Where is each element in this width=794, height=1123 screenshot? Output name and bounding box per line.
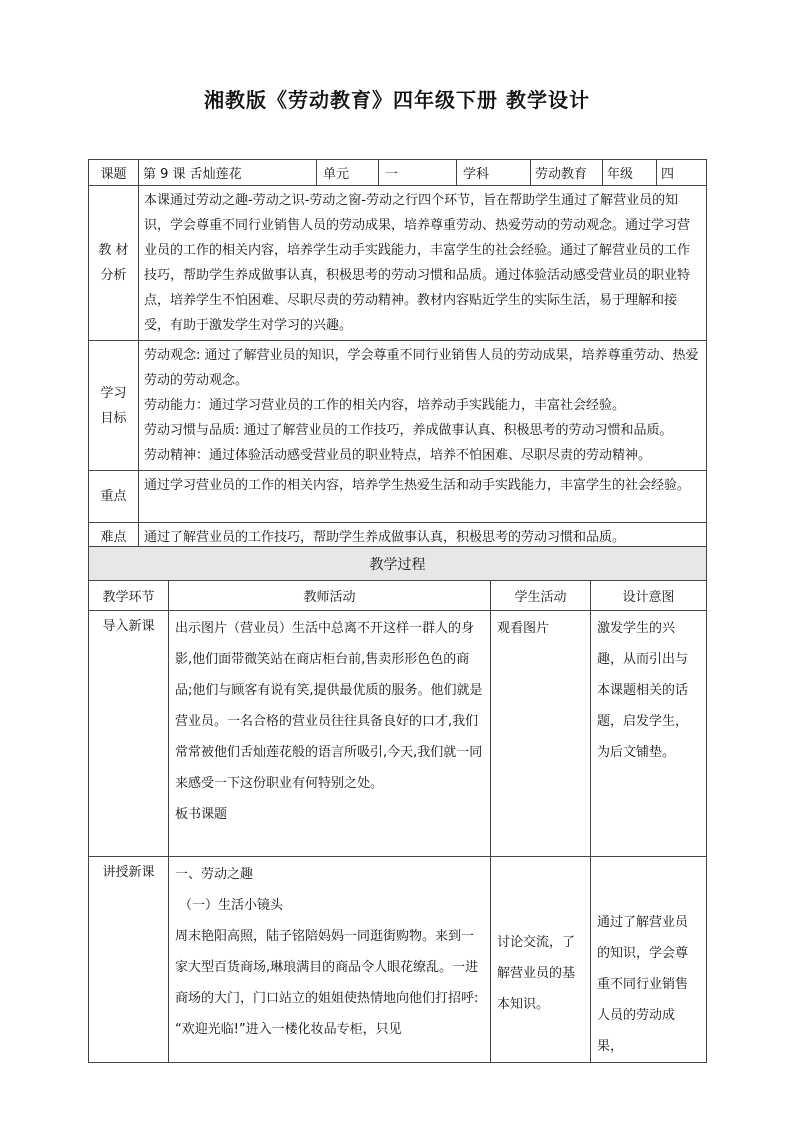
key-point-text: 通过学习营业员的工作的相关内容，培养学生热爱生活和动手实践能力，丰富学生的社会经验。	[139, 471, 707, 523]
student-activity-intro: 观看图片	[491, 611, 591, 857]
goal-item: 劳动能力：通过学习营业员的工作的相关内容，培养动手实践能力，丰富社会经验。	[144, 398, 626, 413]
process-band-row	[89, 547, 707, 581]
teacher-paragraph: 周末艳阳高照，陆子铭陪妈妈一同逛街购物。来到一家大型百货商场,琳琅满目的商品令人眼花缭乱。一进商场的大门，门口站立的姐姐使热情地向他们打招呼: “欢迎光临!”进入一楼化妆品专柜，只见	[175, 929, 479, 1037]
design-intent-new: 通过了解营业员的知识，学会尊重不同行业销售人员的劳动成果，	[591, 857, 707, 1063]
subject-value: 劳动教育	[531, 160, 603, 186]
key-point-row	[89, 471, 707, 523]
label-subject: 学科	[457, 160, 531, 186]
student-activity-new: 讨论交流，了解营业员的基本知识。	[491, 857, 591, 1063]
topic-value: 第 9 课 舌灿莲花	[139, 160, 317, 186]
header-stage: 教学环节	[89, 581, 169, 611]
teacher-paragraph: （一）生活小镜头	[179, 898, 284, 913]
label-analysis: 教 材 分析	[89, 186, 139, 341]
goal-item: 劳动精神：通过体验活动感受营业员的职业特点，培养不怕困难、尽职尽责的劳动精神。	[144, 448, 652, 463]
process-row-intro	[89, 611, 707, 857]
teacher-activity-new	[169, 857, 491, 1063]
process-row-new	[89, 857, 707, 1063]
label-goals: 学习 目标	[89, 341, 139, 471]
difficulty-text: 通过了解营业员的工作技巧，帮助学生养成做事认真，积极思考的劳动习惯和品质。	[139, 523, 707, 553]
goals-row	[89, 341, 707, 471]
goal-item: 劳动习惯与品质: 通过了解营业员的工作技巧，养成做事认真、积极思考的劳动习惯和品质。	[144, 423, 673, 438]
header-intent: 设计意图	[591, 581, 707, 611]
teacher-paragraph: 出示图片（营业员）生活中总离不开这样一群人的身影,他们面带微笑站在商店柜台前,售卖形形色色的商品;他们与顾客有说有笑,提供最优质的服务。他们就是营业员。一名合格的营业员往往具备良好的口才,我们常常被他们舌灿莲花般的语言所吸引,今天,我们就一同来感受一下这份职业有何特别之处。	[175, 621, 483, 791]
header-student: 学生活动	[491, 581, 591, 611]
grade-value: 四	[657, 160, 707, 186]
stage-intro: 导入新课	[89, 611, 169, 857]
label-unit: 单元	[317, 160, 379, 186]
goal-item: 劳动观念: 通过了解营业员的知识，学会尊重不同行业销售人员的劳动成果，培养尊重劳动、热爱劳动的劳动观念。	[144, 348, 699, 388]
label-grade: 年级	[603, 160, 657, 186]
analysis-text: 本课通过劳动之趣-劳动之识-劳动之窗-劳动之行四个环节，旨在帮助学生通过了解营业员的知识，学会尊重不同行业销售人员的劳动成果，培养尊重劳动、热爱劳动的劳动观念。通过学习营业员的工作的相关内容，培养学生动手实践能力，丰富学生的社会经验。通过了解营业员的工作技巧，帮助学生养成做事认真，积极思考的劳动习惯和品质。通过体验活动感受营业员的职业特点，培养学生不怕困难、尽职尽责的劳动精神。教材内容贴近学生的实际生活，易于理解和接受，有助于激发学生对学习的兴趣。	[139, 186, 707, 341]
teacher-activity-intro	[169, 611, 491, 857]
label-topic: 课题	[89, 160, 139, 186]
header-teacher: 教师活动	[169, 581, 491, 611]
teacher-paragraph: 一、劳动之趣	[175, 867, 254, 882]
process-header-row	[89, 581, 707, 611]
teacher-paragraph: 板书课题	[175, 807, 228, 822]
goals-list	[139, 341, 707, 471]
document-title: 湘教版《劳动教育》四年级下册 教学设计	[204, 88, 590, 112]
teaching-process-table	[88, 546, 707, 1063]
lesson-info-table	[88, 159, 707, 553]
unit-value: 一	[379, 160, 457, 186]
label-difficulty: 难点	[89, 523, 139, 553]
label-key-point: 重点	[89, 471, 139, 523]
design-intent-intro: 激发学生的兴趣，从而引出与本课题相关的话题，启发学生，为后文铺垫。	[591, 611, 707, 857]
stage-new: 讲授新课	[89, 857, 169, 1063]
process-band: 教学过程	[89, 547, 707, 581]
info-row	[89, 160, 707, 186]
analysis-row	[89, 186, 707, 341]
